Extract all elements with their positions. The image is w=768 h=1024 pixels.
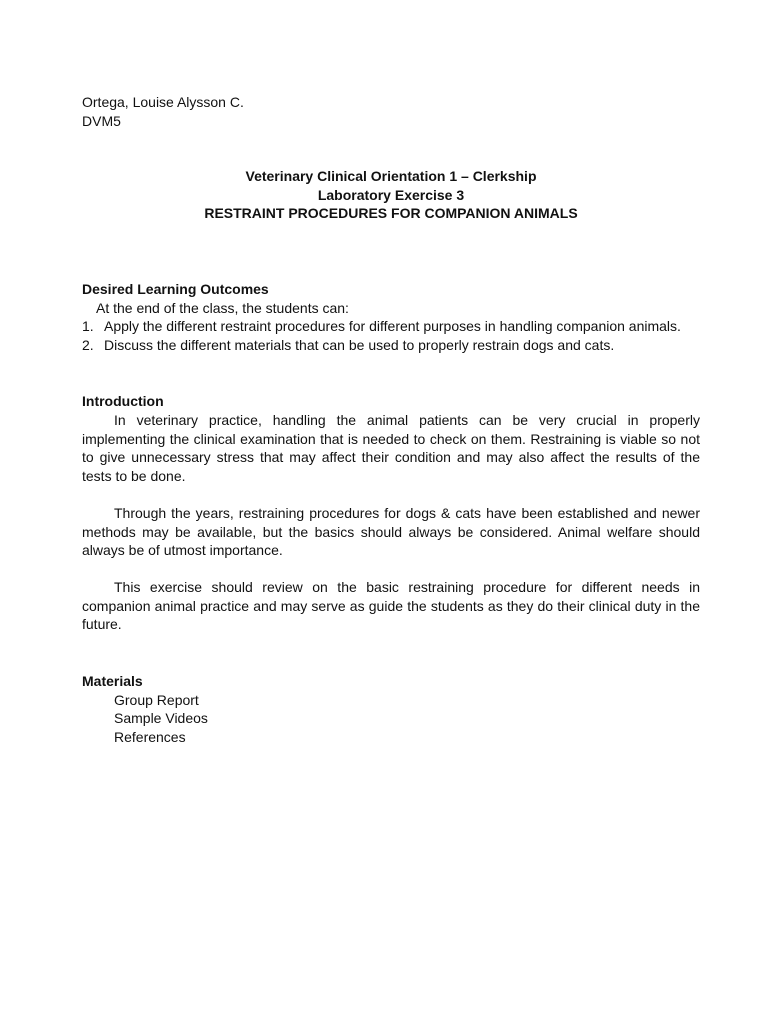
list-item (82, 317, 700, 336)
introduction-heading: Introduction (82, 393, 164, 410)
list-item: Group Report (114, 691, 199, 708)
document-title (82, 167, 700, 223)
introduction-paragraph: This exercise should review on the basic restraining procedure for different needs in companion animal practice and may serve as guide the students as they do their clinical duty in the future. (82, 579, 700, 633)
materials-heading: Materials (82, 673, 143, 690)
learning-outcomes-section (82, 280, 700, 354)
topic-title: RESTRAINT PROCEDURES FOR COMPANION ANIMALS (204, 205, 578, 222)
author-block (82, 93, 700, 130)
list-item: References (114, 728, 186, 745)
materials-list (82, 691, 700, 747)
introduction-paragraph: Through the years, restraining procedures for dogs & cats have been established and newer methods may be available, but the basics should always be considered. Animal welfare should always be of utmost importance. (82, 504, 700, 559)
learning-outcomes-heading: Desired Learning Outcomes (82, 280, 269, 297)
list-item: Sample Videos (114, 710, 208, 727)
author-section: DVM5 (82, 112, 121, 129)
list-item-text: Apply the different restraint procedures for different purposes in handling companion animals. (104, 318, 681, 335)
course-title: Veterinary Clinical Orientation 1 – Clerkship (245, 168, 537, 185)
document-page (82, 93, 700, 746)
list-item-number: 1. (82, 318, 94, 335)
introduction-section (82, 392, 700, 634)
author-name: Ortega, Louise Alysson C. (82, 94, 244, 110)
learning-outcomes-list (82, 317, 700, 354)
materials-section (82, 672, 700, 746)
list-item-text: Discuss the different materials that can be used to properly restrain dogs and cats. (104, 336, 615, 353)
exercise-title: Laboratory Exercise 3 (317, 186, 465, 203)
introduction-paragraph: In veterinary practice, handling the animal patients can be very crucial in properly implementing the clinical examination that is needed to check on them. Restraining is viable so not to give unnecessary stress that may affect their condition and may also affect the results of the tests to be done. (82, 411, 700, 484)
list-item-number: 2. (82, 336, 94, 353)
list-item (82, 336, 700, 355)
learning-outcomes-intro: At the end of the class, the students can: (96, 299, 349, 316)
